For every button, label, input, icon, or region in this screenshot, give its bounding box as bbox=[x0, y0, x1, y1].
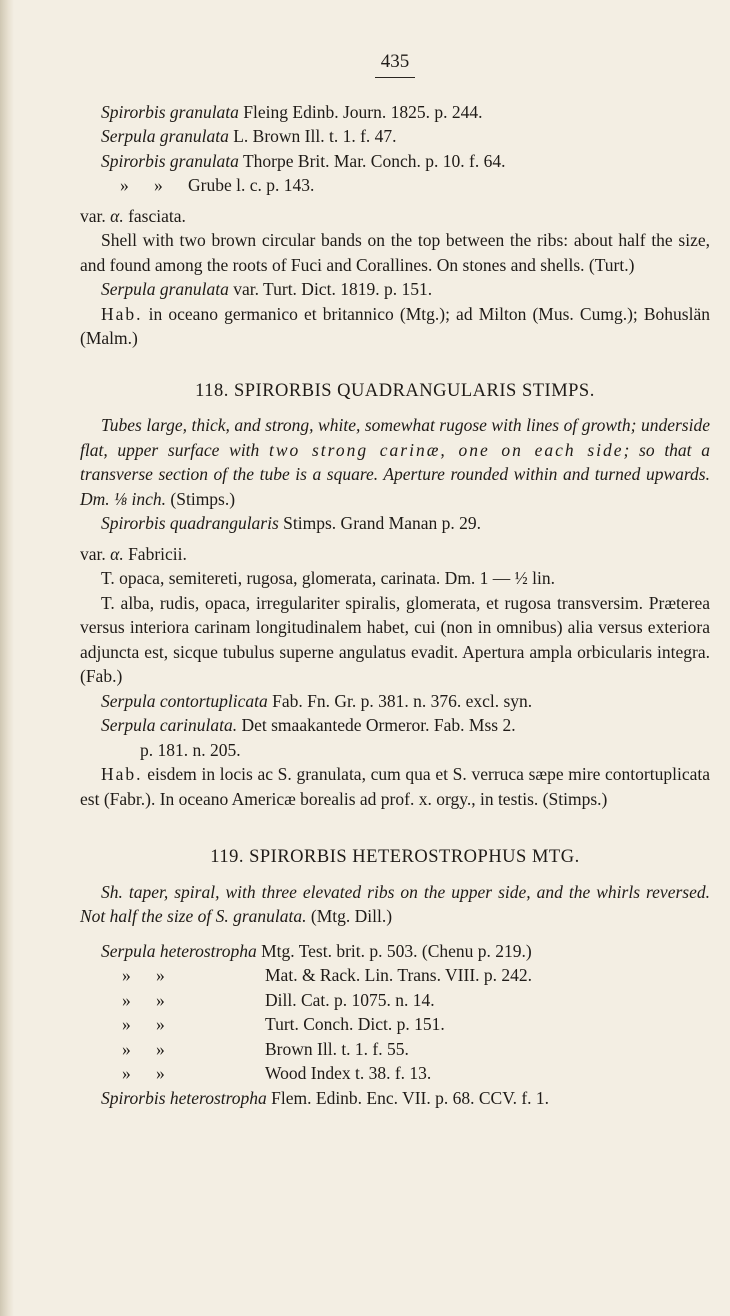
synonym-line: Spirorbis quadrangularis Stimps. Grand Manan p. 29. bbox=[101, 513, 482, 533]
synonym-line: Serpula heterostropha Mtg. Test. brit. p. 503. (Chenu p. 219.) bbox=[101, 940, 532, 961]
habitat-paragraph: Hab. in oceano germanico et britannico (Mtg.); ad Milton (Mus. Cumg.); Bohuslän (Malm.) bbox=[80, 303, 710, 348]
synonym-line: » » Dill. Cat. p. 1075. n. 14. bbox=[122, 989, 435, 1010]
synonym-line: » » Turt. Conch. Dict. p. 151. bbox=[122, 1014, 445, 1034]
book-page bbox=[80, 50, 710, 1110]
synonym-line: Spirorbis granulata Thorpe Brit. Mar. Conch. p. 10. f. 64. bbox=[101, 150, 506, 171]
synonym-line: » » Mat. & Rack. Lin. Trans. VIII. p. 242. bbox=[122, 965, 533, 985]
synonym-line: Spirorbis granulata Fleing Edinb. Journ. 1825. p. 244. bbox=[101, 101, 483, 122]
page-number: 435 bbox=[80, 50, 710, 78]
synonym-line: Serpula granulata L. Brown Ill. t. 1. f. 47. bbox=[101, 126, 397, 146]
synonym-continuation: p. 181. n. 205. bbox=[140, 739, 241, 760]
page-binding-edge bbox=[0, 0, 14, 1316]
habitat-paragraph: Hab. eisdem in locis ac S. granulata, cum qua et S. verruca sæpe mire contortuplicata est (Fabr.). In oceano Americæ borealis ad prof. x. orgy., in testis. (Stimps.) bbox=[80, 764, 710, 809]
species-description: Sh. taper, spiral, with three elevated ribs on the upper side, and the whirls reversed. Not half the size of S. granulata. (Mtg. Dill.) bbox=[80, 881, 710, 926]
synonym-line: Serpula granulata var. Turt. Dict. 1819. p. 151. bbox=[101, 279, 433, 299]
species-description: Tubes large, thick, and strong, white, somewhat rugose with lines of growth; underside flat, upper surface with two strong carinæ, one on each side; so that a transverse section of the tube is a square. Aperture rounded within and turned upwards. Dm. ⅛ inch. (Stimps.) bbox=[80, 415, 710, 509]
description-paragraph: Shell with two brown circular bands on the top between the ribs: about half the size, and found among the roots of Fuci and Corallines. On stones and shells. (Turt.) bbox=[80, 230, 710, 275]
section-heading-118: 118. SPIRORBIS QUADRANGULARIS STIMPS. bbox=[195, 380, 595, 401]
latin-description: T. alba, rudis, opaca, irregulariter spiralis, glomerata, et rugosa transversim. Præterea versus interiora carinam longitudinalem habet, cui (non in omnibus) alia versus exteriora adjuncta est, sicque tubulus superne angulatus evadit. Apertura ampla orbicularis integra. (Fab.) bbox=[80, 592, 710, 686]
section-heading-119: 119. SPIRORBIS HETEROSTROPHUS MTG. bbox=[210, 847, 580, 867]
synonym-line: Spirorbis heterostropha Flem. Edinb. Enc. VII. p. 68. CCV. f. 1. bbox=[101, 1087, 550, 1108]
synonym-line: Serpula contortuplicata Fab. Fn. Gr. p. 381. n. 376. excl. syn. bbox=[101, 690, 533, 711]
synonym-line: Serpula carinulata. Det smaakantede Ormeror. Fab. Mss 2. bbox=[101, 715, 516, 735]
synonym-line: » » Grube l. c. p. 143. bbox=[120, 175, 315, 195]
variety-line: var. α. Fabricii. bbox=[80, 543, 187, 564]
synonym-line: » » Brown Ill. t. 1. f. 55. bbox=[122, 1038, 409, 1059]
synonym-line: » » Wood Index t. 38. f. 13. bbox=[122, 1063, 432, 1083]
latin-diagnosis: T. opaca, semitereti, rugosa, glomerata, carinata. Dm. 1 — ½ lin. bbox=[101, 568, 556, 588]
variety-line: var. α. fasciata. bbox=[80, 205, 186, 226]
